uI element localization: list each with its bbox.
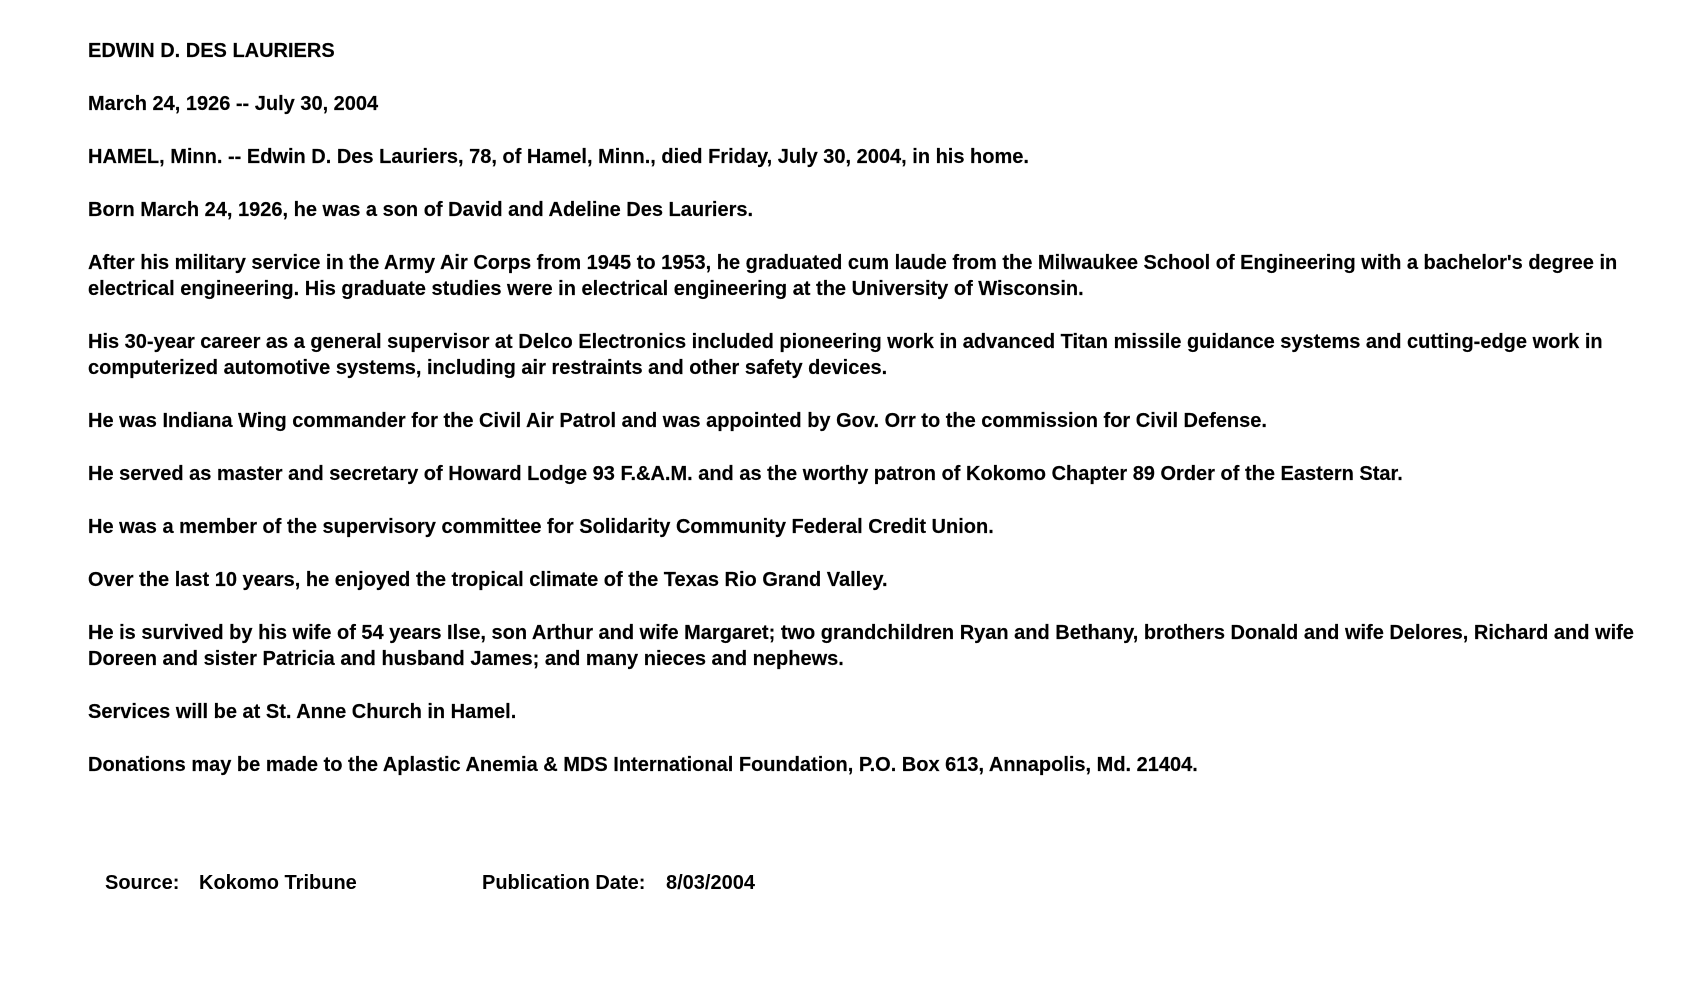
source-value: Kokomo Tribune — [199, 872, 357, 894]
paragraph-texas: Over the last 10 years, he enjoyed the tropical climate of the Texas Rio Grand Valley. — [88, 569, 888, 591]
paragraph-education: After his military service in the Army Air Corps from 1945 to 1953, he graduated cum laude from the Milwaukee School of Engineering with a bachelor's degree in electrical engineering. His graduate studies were in electrical engineering at the University of Wisconsin. — [88, 252, 1618, 300]
publication-date-label: Publication Date: — [482, 872, 646, 894]
paragraph-credit-union: He was a member of the supervisory committee for Solidarity Community Federal Credit Union. — [88, 516, 994, 538]
paragraph-birth: Born March 24, 1926, he was a son of David and Adeline Des Lauriers. — [88, 199, 754, 221]
source-label: Source: — [105, 872, 180, 894]
paragraph-donations: Donations may be made to the Aplastic Anemia & MDS International Foundation, P.O. Box 613, Annapolis, Md. 21404. — [88, 754, 1198, 776]
paragraph-services: Services will be at St. Anne Church in Hamel. — [88, 701, 517, 723]
paragraph-death-notice: HAMEL, Minn. -- Edwin D. Des Lauriers, 78, of Hamel, Minn., died Friday, July 30, 2004, in his home. — [88, 146, 1029, 168]
obituary-body — [88, 38, 1648, 805]
obituary-dates: March 24, 1926 -- July 30, 2004 — [88, 93, 379, 115]
paragraph-lodge: He served as master and secretary of Howard Lodge 93 F.&A.M. and as the worthy patron of Kokomo Chapter 89 Order of the Eastern Star. — [88, 463, 1403, 485]
obituary-name: EDWIN D. DES LAURIERS — [88, 40, 335, 62]
publication-date-value: 8/03/2004 — [666, 872, 755, 894]
paragraph-civil-air-patrol: He was Indiana Wing commander for the Civil Air Patrol and was appointed by Gov. Orr to the commission for Civil Defense. — [88, 410, 1267, 432]
source-footer — [105, 870, 755, 896]
paragraph-career: His 30-year career as a general supervisor at Delco Electronics included pioneering work in advanced Titan missile guidance systems and cutting-edge work in computerized automotive systems, including air restraints and other safety devices. — [88, 331, 1603, 379]
paragraph-survivors: He is survived by his wife of 54 years Ilse, son Arthur and wife Margaret; two grandchildren Ryan and Bethany, brothers Donald and wife Delores, Richard and wife Doreen and sister Patricia and husband James; and many nieces and nephews. — [88, 622, 1634, 670]
